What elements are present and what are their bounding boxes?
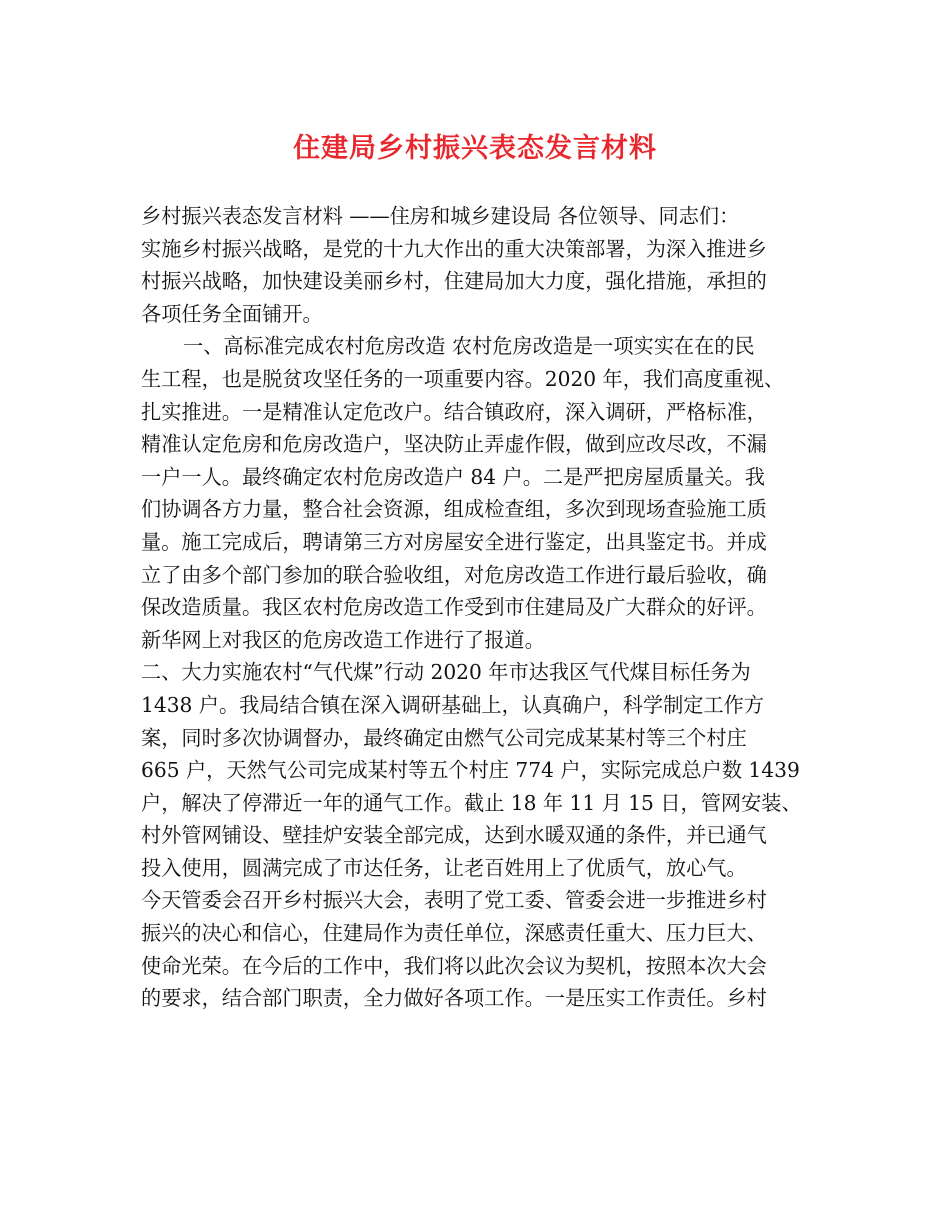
text-line: 乡村振兴表态发言材料 ——住房和城乡建设局 各位领导、同志们： bbox=[141, 204, 740, 228]
text-line: 实施乡村振兴战略，是党的十九大作出的重大决策部署，为深入推进乡 bbox=[141, 236, 767, 261]
text-line: 使命光荣。在今后的工作中，我们将以此次会议为契机，按照本次大会 bbox=[141, 953, 767, 978]
text-line: 各项任务全面铺开。 bbox=[141, 301, 323, 326]
text-line: 生工程，也是脱贫攻坚任务的一项重要内容。2020 年，我们高度重视、 bbox=[141, 366, 785, 391]
text-line: 精准认定危房和危房改造户，坚决防止弄虚作假，做到应改尽改，不漏 bbox=[141, 432, 767, 457]
text-line: 案，同时多次协调督办，最终确定由燃气公司完成某某村等三个村庄 bbox=[141, 725, 747, 750]
text-line: 新华网上对我区的危房改造工作进行了报道。 bbox=[141, 627, 545, 652]
document-title: 住建局乡村振兴表态发言材料 bbox=[293, 133, 657, 164]
document-body bbox=[141, 200, 831, 1015]
text-line: 扎实推进。一是精准认定危改户。结合镇政府，深入调研，严格标准， bbox=[141, 399, 767, 424]
text-line: 村外管网铺设、壁挂炉安装全部完成，达到水暖双通的条件，并已通气 bbox=[141, 823, 767, 848]
text-line: 的要求，结合部门职责，全力做好各项工作。一是压实工作责任。乡村 bbox=[141, 986, 767, 1011]
text-line: 二、大力实施农村“气代煤”行动 2020 年市达我区气代煤目标任务为 bbox=[141, 660, 751, 685]
text-line: 振兴的决心和信心，住建局作为责任单位，深感责任重大、压力巨大、 bbox=[141, 921, 767, 946]
text-line: 量。施工完成后，聘请第三方对房屋安全进行鉴定，出具鉴定书。并成 bbox=[141, 529, 767, 554]
text-line: 投入使用，圆满完成了市达任务，让老百姓用上了优质气，放心气。 bbox=[141, 855, 747, 880]
text-line: 村振兴战略，加快建设美丽乡村，住建局加大力度，强化措施，承担的 bbox=[141, 269, 767, 294]
text-line: 户，解决了停滞近一年的通气工作。截止 18 年 11 月 15 日，管网安装、 bbox=[141, 790, 802, 815]
text-line: 立了由多个部门参加的联合验收组，对危房改造工作进行最后验收，确 bbox=[141, 562, 767, 587]
text-line: 今天管委会召开乡村振兴大会，表明了党工委、管委会进一步推进乡村 bbox=[141, 888, 767, 913]
text-line: 665 户，天然气公司完成某村等五个村庄 774 户，实际完成总户数 1439 bbox=[141, 758, 800, 783]
text-line: 一、高标准完成农村危房改造 农村危房改造是一项实实在在的民 bbox=[183, 334, 755, 359]
text-line: 一户一人。最终确定农村危房改造户 84 户。二是严把房屋质量关。我 bbox=[141, 464, 765, 489]
text-line: 们协调各方力量，整合社会资源，组成检查组，多次到现场查验施工质 bbox=[141, 497, 767, 522]
text-line: 1438 户。我局结合镇在深入调研基础上，认真确户，科学制定工作方 bbox=[141, 692, 765, 717]
text-line: 保改造质量。我区农村危房改造工作受到市住建局及广大群众的好评。 bbox=[141, 595, 767, 620]
